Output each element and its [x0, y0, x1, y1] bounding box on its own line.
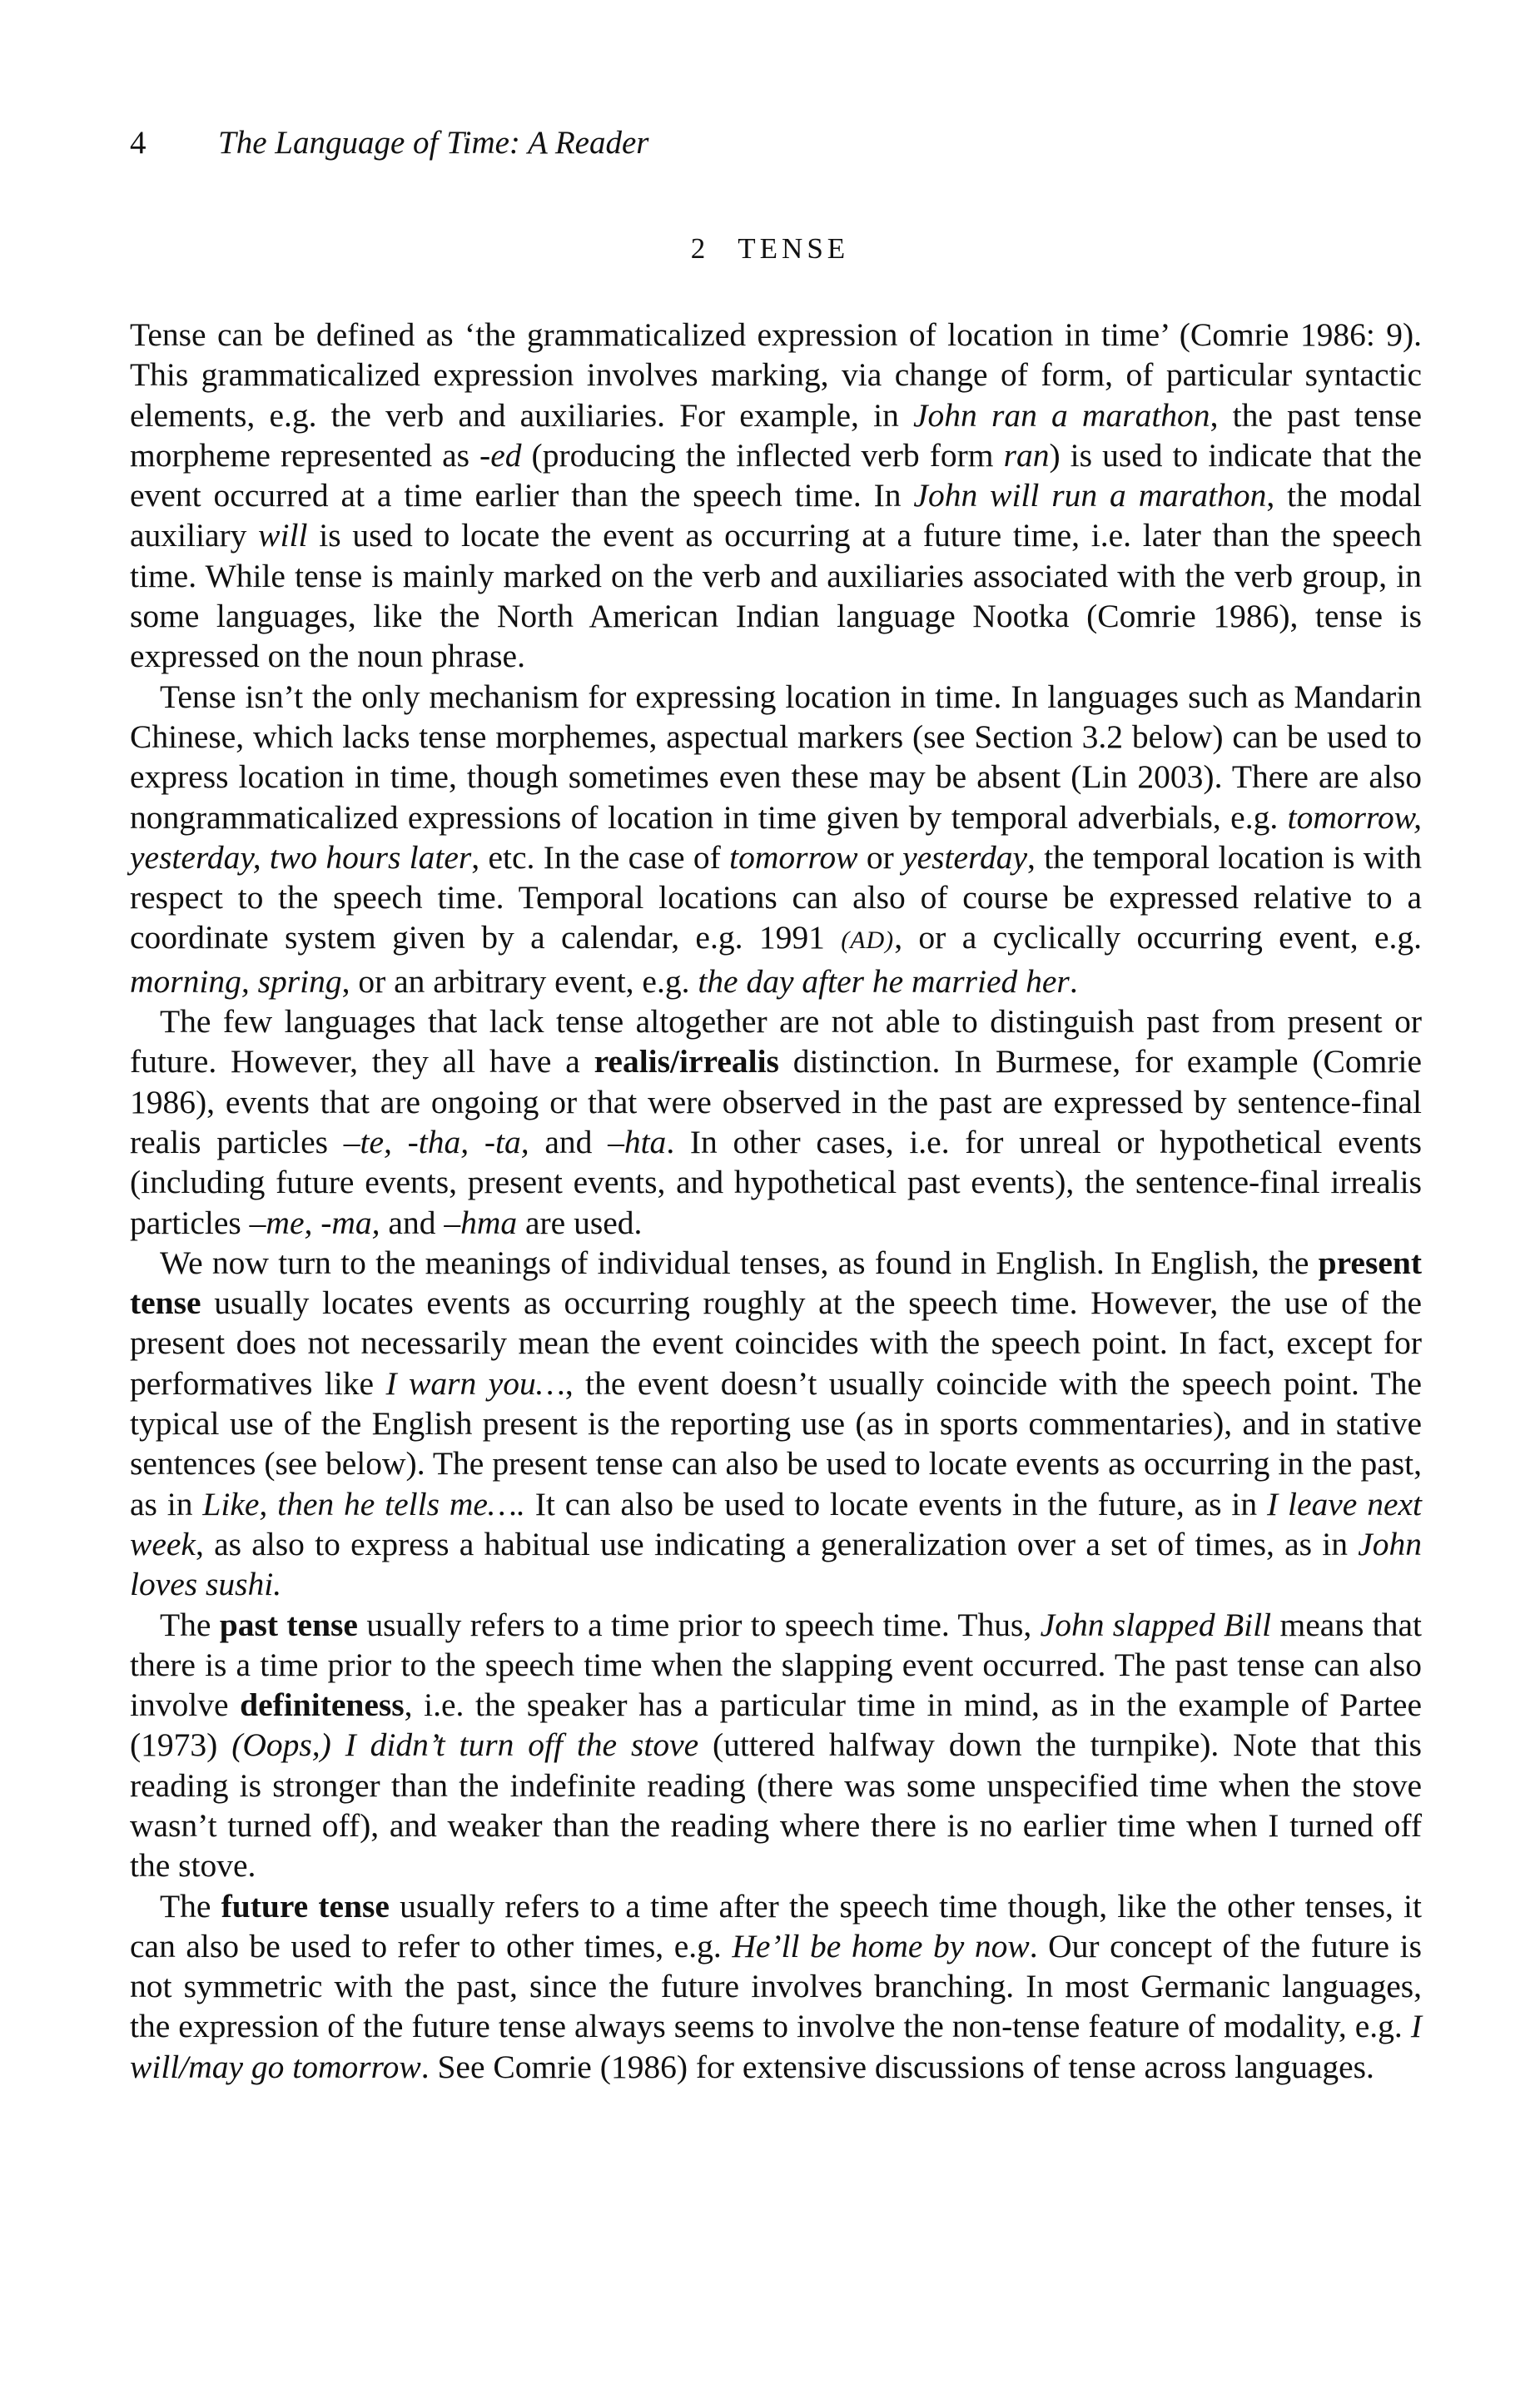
italic-text: yesterday	[902, 838, 1027, 876]
italic-text: (Oops,) I didn’t turn off the stove	[231, 1726, 699, 1764]
text-run: , as also to express a habitual use indicating a generalization over a set of times, as in	[195, 1525, 1359, 1562]
section-heading	[0, 230, 1540, 268]
text-run: , etc. In the case of	[471, 838, 730, 876]
text-run: (uttered halfway down the turnpike). Note that this reading is stronger than the indefinite reading (there was some unspecified time when the stove wasn’t turned off), and weaker than the reading where there is no earlier time when I turned off the stove.	[130, 1726, 1422, 1885]
text-run: The	[160, 1606, 220, 1643]
text-run: ) is used to indicate that the event occurred at a time earlier than the speech time. In	[130, 436, 1422, 514]
text-run: are used.	[517, 1204, 643, 1241]
book-title: The Language of Time: A Reader	[218, 125, 649, 161]
section-title: TENSE	[738, 232, 850, 265]
italic-text: John will run a marathon	[913, 477, 1267, 514]
italic-text: –hta	[608, 1123, 667, 1160]
text-run: (producing the inflected verb form	[521, 436, 1004, 474]
text-run: usually refers to a time after the speech time though, like the other tenses, it can also be used to refer to other times, e.g.	[130, 1887, 1422, 1964]
text-run: and	[380, 1204, 445, 1241]
italic-text: ran	[1003, 436, 1050, 474]
italic-text: (AD)	[841, 926, 895, 955]
text-run: , the event doesn’t usually coincide with the speech point. The typical use of the English present is the reporting use (as in sports commentaries), and in stative sentences (see below). The present tense can also be used to locate events as occurring in the past, as in	[130, 1364, 1422, 1522]
italic-text: –hma	[444, 1204, 518, 1241]
italic-text: tomorrow	[729, 838, 858, 876]
text-run: . Our concept of the future is not symmetric with the past, since the future involves branching. In most Germanic languages, the expression of the future tense always seems to involve the non-tense feature of modality, e.g.	[130, 1927, 1422, 2045]
body-text	[130, 315, 1422, 2087]
text-run: . In other cases, i.e. for unreal or hypothetical events (including future events, present events, and hypothetical past events), the sentence-final irrealis particles	[130, 1123, 1422, 1241]
text-run: , the past tense morpheme represented as	[130, 396, 1423, 474]
paragraph	[130, 1001, 1422, 1243]
paragraph	[130, 1886, 1422, 2087]
text-run: The few languages that lack tense altogether are not able to distinguish past from present or future. However, they all have a	[130, 1003, 1422, 1080]
paragraph	[130, 1243, 1422, 1605]
text-run: usually refers to a time prior to speech time. Thus,	[357, 1606, 1041, 1643]
section-number: 2	[690, 232, 710, 265]
italic-text: John ran a marathon	[913, 396, 1210, 434]
italic-text: I leave next week	[130, 1485, 1422, 1562]
italic-text: will	[258, 517, 308, 554]
text-run: Tense isn’t the only mechanism for expressing location in time. In languages such as Mandarin Chinese, which lacks tense morphemes, aspectual markers (see Section 3.2 below) can be used to express location in time, though sometimes even these may be absent (Lin 2003). There are also nongrammaticalized expressions of location in time given by temporal adverbials, e.g.	[130, 678, 1422, 836]
text-run: It can also be used to locate events in the future, as in	[524, 1485, 1267, 1522]
italic-text: –me, -ma,	[249, 1204, 380, 1241]
text-run: means that there is a time prior to the speech time when the slapping event occurred. The past tense can also involve	[130, 1606, 1422, 1724]
italic-text: -ed	[479, 436, 522, 474]
text-run: usually locates events as occurring roughly at the speech time. However, the use of the present does not necessarily mean the event coincides with the speech point. In fact, except for performatives like	[130, 1284, 1422, 1402]
italic-text: I will/may go tomorrow	[130, 2008, 1422, 2085]
running-head	[130, 123, 648, 163]
bold-term: definiteness	[240, 1686, 405, 1724]
bold-term: realis/irrealis	[594, 1043, 779, 1080]
italic-text: the day after he married her	[698, 962, 1070, 1000]
paragraph	[130, 1605, 1422, 1886]
text-run: , the modal auxiliary	[130, 477, 1422, 554]
page-number: 4	[130, 125, 147, 161]
text-run: distinction. In Burmese, for example (Comrie 1986), events that are ongoing or that were observed in the past are expressed by sentence-final realis particles	[130, 1043, 1422, 1160]
text-run: and	[529, 1123, 609, 1160]
bold-term: present tense	[130, 1244, 1422, 1322]
bold-term: future tense	[221, 1887, 390, 1925]
text-run: , or a cyclically occurring event, e.g.	[894, 919, 1422, 956]
italic-text: tomorrow, yesterday, two hours later	[130, 798, 1422, 876]
text-run: , or an arbitrary event, e.g.	[341, 962, 698, 1000]
italic-text: –te, -tha, -ta,	[343, 1123, 529, 1160]
italic-text: John loves sushi.	[130, 1525, 1422, 1603]
text-run: or	[857, 838, 903, 876]
italic-text: John slapped Bill	[1040, 1606, 1272, 1643]
text-run: is used to locate the event as occurring at a future time, i.e. later than the speech time. While tense is mainly marked on the verb and auxiliaries associated with the verb group, in some languages, like the North American Indian language Nootka (Comrie 1986), tense is expressed on the noun phrase.	[130, 517, 1422, 675]
text-run: The	[160, 1887, 221, 1925]
italic-text: Like, then he tells me….	[202, 1485, 525, 1522]
italic-text: morning, spring	[130, 962, 342, 1000]
text-run: , i.e. the speaker has a particular time in mind, as in the example of Partee (1973)	[130, 1686, 1422, 1764]
text-run: . See Comrie (1986) for extensive discussions of tense across languages.	[420, 2048, 1374, 2085]
text-run: , the temporal location is with respect to the speech time. Temporal locations can also of course be expressed relative to a coordinate system given by a calendar, e.g. 1991	[130, 838, 1423, 956]
text-run: .	[1069, 962, 1078, 1000]
italic-text: I warn you…	[385, 1364, 565, 1402]
text-run: We now turn to the meanings of individual tenses, as found in English. In English, the	[160, 1244, 1319, 1281]
bold-term: past tense	[219, 1606, 358, 1643]
text-run: Tense can be defined as ‘the grammaticalized expression of location in time’ (Comrie 1986: 9). This grammaticalized expression involves marking, via change of form, of particular syntactic elements, e.g. the verb and auxiliaries. For example, in	[130, 316, 1422, 434]
italic-text: He’ll be home by now	[732, 1927, 1030, 1964]
paragraph	[130, 315, 1422, 677]
paragraph	[130, 677, 1422, 1001]
